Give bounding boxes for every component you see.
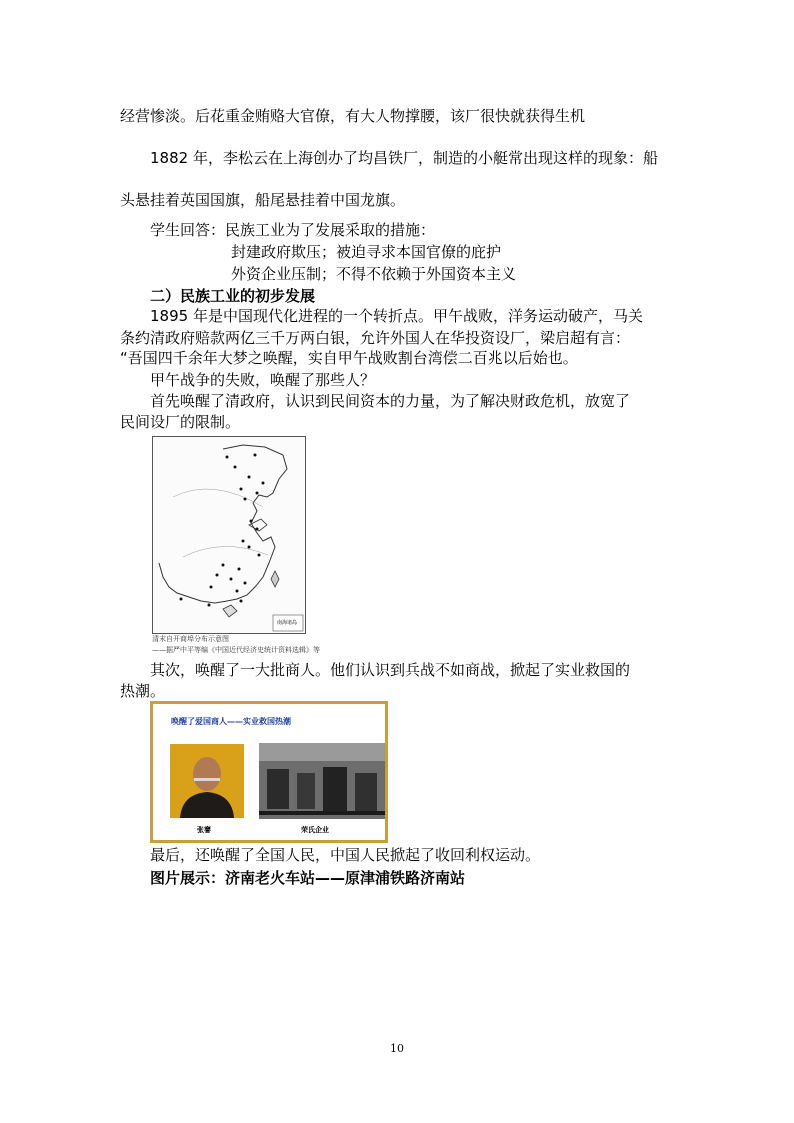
paragraph-text: 1882 年，李松云在上海创办了均昌铁厂，制造的小艇常出现这样的现象：船 [150,149,658,167]
section-heading: 图片展示：济南老火车站——原津浦铁路济南站 [150,869,466,887]
paragraph-text: “吾国四千余年大梦之唤醒，实自甲午战败割台湾偿二百兆以后始也。 [120,349,578,367]
paragraph-text: 热潮。 [120,682,166,700]
portrait-caption: 张謇 [197,826,211,834]
paragraph-text: 封建政府欺压；被迫寻求本国官僚的庇护 [231,243,502,261]
slide-title: 唤醒了爱国商人——实业救国热潮 [171,717,291,726]
treaty-port-map [152,436,306,634]
china-map-outline-icon [153,437,305,633]
page-number: 10 [390,1042,404,1055]
map-caption-title: 清末自开商埠分布示意图 [152,635,229,643]
paragraph-text: 最后，还唤醒了全国人民，中国人民掀起了收回利权运动。 [150,846,541,864]
paragraph-text: 学生回答：民族工业为了发展采取的措施： [150,221,436,239]
portrait-photo [170,744,244,818]
paragraph-text: 其次，唤醒了一大批商人。他们认识到兵战不如商战，掀起了实业救国的 [150,661,631,679]
section-heading: 二）民族工业的初步发展 [150,287,316,305]
paragraph-text: 民间设厂的限制。 [120,413,241,431]
paragraph-text: 经营惨淡。后花重金贿赂大官僚，有大人物撑腰，该厂很快就获得生机 [120,107,586,125]
merchants-slide-image [150,701,388,843]
paragraph-text: 头悬挂着英国国旗，船尾悬挂着中国龙旗。 [120,191,406,209]
paragraph-text: 条约清政府赔款两亿三千万两白银，允许外国人在华投资设厂，梁启超有言： [120,329,631,347]
paragraph-text: 甲午战争的失败，唤醒了那些人？ [150,371,376,389]
factory-photo [259,743,385,819]
map-legend-label: 南海诸岛 [277,620,298,626]
paragraph-text: 首先唤醒了清政府，认识到民间资本的力量，为了解决财政危机，放宽了 [150,392,631,410]
paragraph-text: 1895 年是中国现代化进程的一个转折点。甲午战败，洋务运动破产，马关 [150,307,643,325]
map-caption-source: ——据严中平等编《中国近代经济史统计资料选辑》等 [152,646,320,654]
factory-caption: 荣氏企业 [301,826,329,834]
paragraph-text: 外资企业压制；不得不依赖于外国资本主义 [231,265,517,283]
